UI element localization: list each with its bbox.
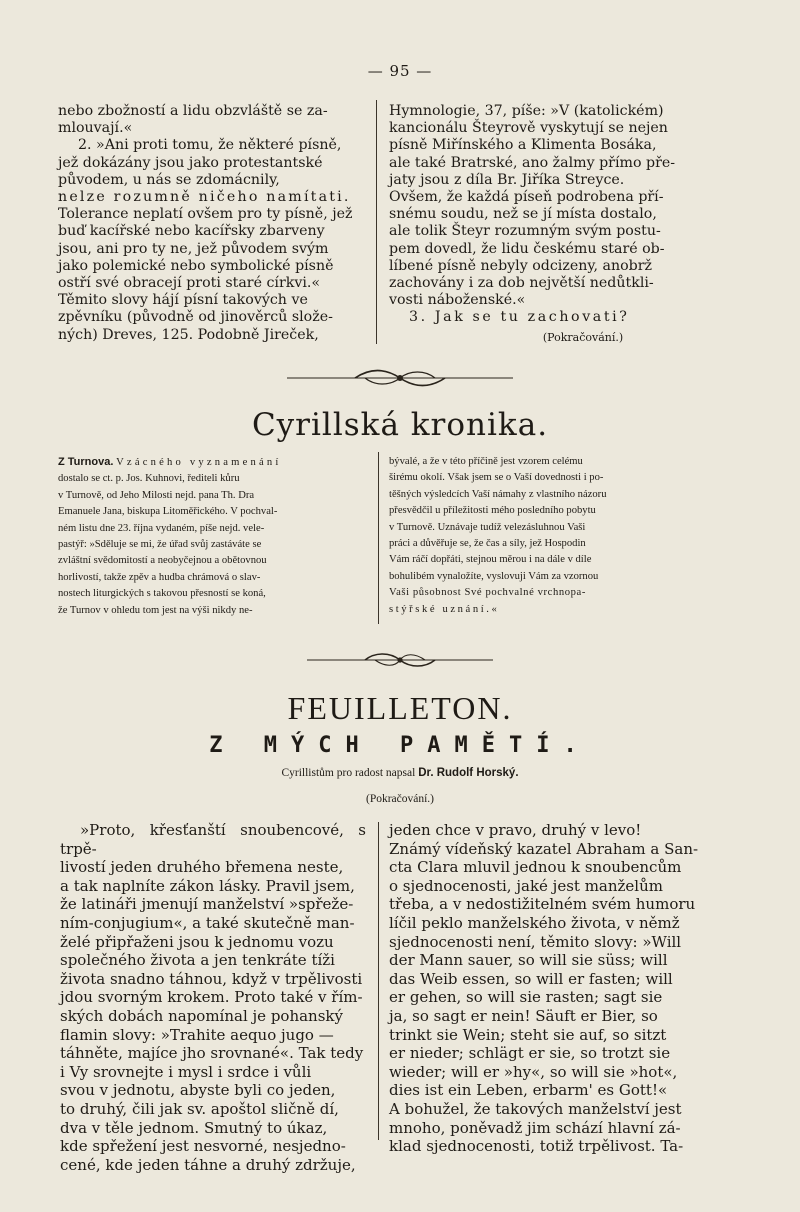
text-line: 2. »Ani proti tomu, že některé písně, [78, 137, 342, 154]
text-line: Tolerance neplatí ovšem pro ty písně, jež [58, 206, 353, 223]
text-line: o sjednocenosti, jaké jest manželům [389, 876, 663, 895]
text-line: er gehen, so will sie rasten; sagt sie [389, 988, 663, 1007]
text-line: dies ist ein Leben, erbarm' es Gott!« [389, 1081, 668, 1100]
text-line: svou v jednotu, abyste byli co jeden, [60, 1081, 336, 1100]
text-line: i Vy srovnejte i mysl i srdce i vůli [60, 1062, 312, 1081]
flourish-ornament-icon [305, 650, 495, 670]
text-line: kde spřežení jest nesvorné, nesjedno- [60, 1137, 346, 1156]
text-line: jaty jsou z díla Br. Jiříka Streyce. [389, 171, 625, 188]
text-line: A bohužel, že takových manželství jest [389, 1099, 682, 1118]
text-line: pem dovedl, že lidu českému staré ob- [389, 240, 665, 257]
text-line: v Turnově, od Jeho Milosti nejd. pana Th. Dra [58, 489, 255, 501]
text-line: Známý vídeňský kazatel Abraham a San- [389, 839, 699, 858]
text-line: Ovšem, že každá píseň podrobena pří- [389, 189, 664, 206]
feuilleton-title: FEUILLETON. [287, 690, 513, 726]
text-line: zvláštní svědomitostí a neobyčejnou a obětovnou [58, 555, 267, 567]
text-line: táhněte, majíce jho srovnané«. Tak tedy [60, 1044, 364, 1063]
byline-prefix: Cyrillistům pro radost napsal [281, 767, 416, 779]
text-line: ale také Bratrské, ano žalmy přímo pře- [389, 154, 676, 171]
text-span: původem, u nás se zdomácnily, [58, 171, 280, 188]
text-line: ských dobách napomínal je pohanský [60, 1006, 343, 1025]
text-line: cené, kde jeden táhne a druhý zdržuje, [60, 1155, 356, 1174]
text-line: vosti náboženské.« [389, 292, 526, 309]
text-line: ostří své obracejí proti staré církvi.« [58, 275, 321, 292]
continued-note: (Pokračování.) [542, 330, 624, 344]
lead-text: Vzácného vyznamenání [116, 457, 282, 468]
flourish-ornament-icon [285, 366, 515, 388]
text-line: buď kacířské nebo kacířsky zbarveny [58, 223, 325, 240]
text-line: třeba, a v nedostižitelném svém humoru [389, 895, 696, 914]
column-divider [378, 822, 379, 1140]
text-line: přesvědčil u příležitosti mého posledního pobytu [389, 505, 596, 517]
text-line: dostalo se ct. p. Jos. Kuhnovi, řediteli kůru [58, 473, 240, 485]
byline [0, 767, 800, 779]
text-line: der Mann sauer, so will sie süss; will [389, 951, 668, 970]
text-line [58, 172, 366, 189]
text-line: kancionálu Šteyrově vyskytují se nejen [389, 120, 668, 137]
text-line: želé připřaženi jsou k jednomu vozu [60, 932, 334, 951]
text-line: ale tolik Šteyr rozumným svým postu- [389, 223, 661, 240]
text-line: ja, so sagt er nein! Säuft er Bier, so [389, 1006, 658, 1025]
text-line: ném listu dne 23. října vydaném, píše nejd. vele- [58, 522, 265, 534]
text-line: »Proto, křesťanští snoubencové, s trpě- [60, 821, 366, 858]
text-line: Vaši působnost Své pochvalné vrchnopa- [389, 587, 586, 599]
text-line: Těmito slovy hájí písní takových ve [58, 292, 308, 309]
text-line: bývalé, a že v této příčině jest vzorem celému [389, 456, 583, 467]
bottom-left-column [60, 821, 366, 1174]
text-line: flamin slovy: »Trahite aequo jugo — [60, 1025, 334, 1044]
text-line: mnoho, poněvadž jim schází hlavní zá- [389, 1118, 681, 1137]
text-line: života snadno táhnou, když v trpělivosti [60, 969, 363, 988]
top-right-column [389, 103, 717, 346]
text-line: wieder; will er »hy«, so will sie »hot«, [389, 1062, 678, 1081]
text-line: nelze rozumně ničeho namítati. [58, 189, 351, 206]
text-line: cta Clara mluvil jednou k snoubencům [389, 858, 682, 877]
section-title-cyrillska: Cyrillská kronika. [251, 407, 549, 443]
section-heading: 3. Jak se tu zachovati? [409, 309, 630, 326]
text-line: nostech liturgických s takovou přesností se koná, [58, 588, 266, 600]
text-line: těšných výsledcích Vaší námahy z vlastního názoru [389, 488, 607, 500]
text-line: jsou, ani pro ty ne, jež původem svým [58, 240, 329, 257]
cyrillska-right-column [389, 454, 717, 618]
text-line: že Turnov v ohledu tom jest na výši nikdy ne- [58, 604, 253, 616]
text-line: snému soudu, než se jí místa dostalo, [389, 206, 657, 223]
text-line: společného života a jen tenkráte tíži [60, 951, 335, 970]
column-divider [378, 452, 379, 624]
ornament-divider [0, 650, 800, 674]
text-line: Emanuele Jana, biskupa Litoměřického. V pochval- [58, 506, 278, 518]
text-line: das Weib essen, so will er fasten; will [389, 969, 673, 988]
text-line: to druhý, čili jak sv. apoštol sličně dí, [60, 1099, 339, 1118]
feuilleton-subtitle: Z MÝCH PAMĚTÍ. [209, 733, 591, 758]
text-line: horlivostí, takže zpěv a hudba chrámová o slav- [58, 571, 261, 583]
text-line [58, 454, 370, 471]
text-line: stýřské uznání.« [389, 603, 500, 615]
continued-note: (Pokračování.) [365, 793, 435, 805]
text-line: zachovány i za dob největší nedůtkli- [389, 275, 654, 292]
text-line: v Turnově. Uznávaje tudíž velezásluhnou Vaši [389, 521, 586, 533]
text-line: er nieder; schlägt er sie, so trotzt sie [389, 1044, 671, 1063]
text-line: a tak naplníte zákon lásky. Pravil jsem, [60, 876, 355, 895]
text-line: jdou svorným krokem. Proto také v řím- [60, 988, 363, 1007]
text-line: líčil peklo manželského života, v němž [389, 913, 680, 932]
text-line: bohulibém vynaložíte, vyslovuji Vám za vzornou [389, 570, 599, 582]
column-divider [376, 100, 377, 344]
text-line: klad sjednocenosti, totiž trpělivost. Ta- [389, 1137, 684, 1156]
text-line: trinkt sie Wein; steht sie auf, so sitzt [389, 1025, 667, 1044]
text-line: práci a důvěřuje se, že čas a síly, jež Hospodin [389, 538, 586, 550]
page-number: — 95 — [367, 62, 433, 80]
bottom-right-column [389, 821, 717, 1156]
top-left-column [58, 103, 366, 344]
text-line: jež dokázány jsou jako protestantské [58, 154, 323, 171]
cyrillska-left-column [58, 454, 370, 619]
text-line: pastýř: »Sděluje se mi, že úřad svůj zastáváte se [58, 539, 262, 551]
lead-place: Z Turnova. [58, 456, 114, 468]
text-line: sjednocenosti není, těmito slovy: »Will [389, 932, 682, 951]
text-line: jeden chce v pravo, druhý v levo! [389, 821, 642, 839]
text-line: Vám ráčí dopřáti, stejnou měrou i na dále v díle [389, 554, 592, 566]
text-line: ním-conjugium«, a také skutečně man- [60, 913, 355, 932]
text-line: jako polemické nebo symbolické písně [58, 257, 334, 274]
text-line: písně Miřínského a Klimenta Bosáka, [389, 137, 657, 154]
text-line: livostí jeden druhého břemena neste, [60, 858, 344, 877]
text-line: dva v těle jednom. Smutný to úkaz, [60, 1118, 328, 1137]
text-line: zpěvníku (původně od jinověrců slože- [58, 309, 333, 326]
text-line: nebo zbožností a lidu obzvláště se za- [58, 103, 328, 119]
byline-author: Dr. Rudolf Horský. [418, 767, 519, 779]
text-line: širému okolí. Však jsem se o Vaší dovednosti i po- [389, 472, 604, 484]
text-line: mlouvají.« [58, 120, 133, 137]
text-line: Hymnologie, 37, píše: »V (katolickém) [389, 103, 664, 119]
text-line: líbené písně nebyly odcizeny, anobrž [389, 257, 652, 274]
text-line: že latináři jmenují manželství »spřeže- [60, 895, 354, 914]
ornament-divider [0, 366, 800, 392]
text-line: ných) Dreves, 125. Podobně Jireček, [58, 326, 319, 343]
